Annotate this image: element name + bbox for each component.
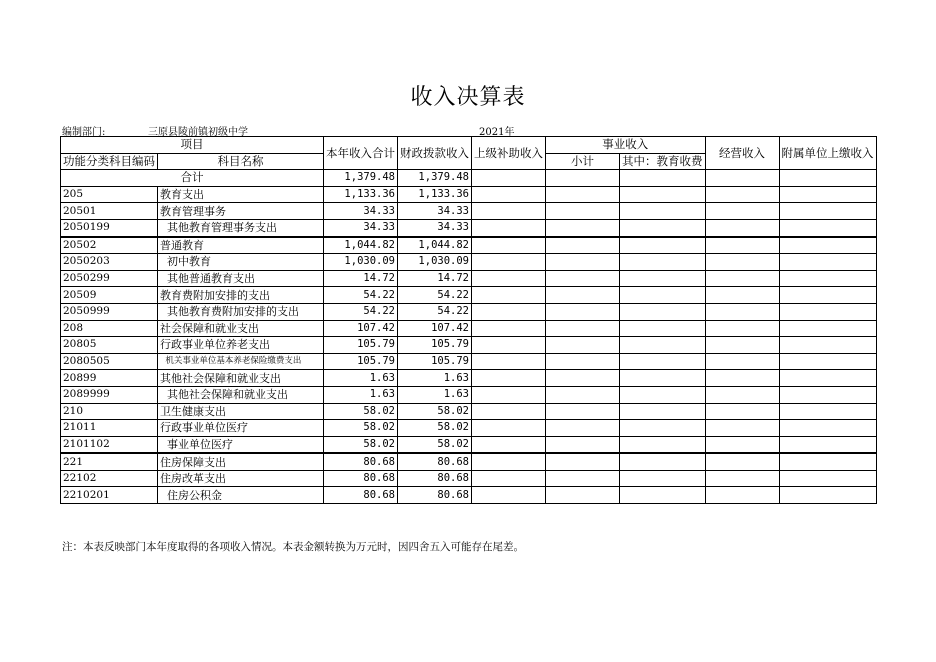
empty-cell [472,254,546,271]
row-fiscal: 105.79 [398,337,472,354]
empty-cell [546,186,620,203]
empty-cell [546,337,620,354]
row-fiscal: 1.63 [398,386,472,403]
empty-cell [779,219,876,236]
row-name: 普通教育 [158,237,324,254]
empty-cell [705,270,779,287]
empty-cell [620,270,706,287]
empty-cell [546,219,620,236]
row-name: 机关事业单位基本养老保险缴费支出 [158,353,324,370]
empty-cell [620,254,706,271]
empty-cell [546,203,620,220]
empty-cell [779,386,876,403]
empty-cell [705,386,779,403]
row-code: 2050203 [61,254,158,271]
empty-cell [472,287,546,304]
empty-cell [546,386,620,403]
empty-cell [546,237,620,254]
empty-cell [546,470,620,487]
empty-cell [620,320,706,337]
row-fiscal: 1,133.36 [398,186,472,203]
row-name: 行政事业单位医疗 [158,420,324,437]
empty-cell [705,487,779,504]
empty-cell [620,203,706,220]
empty-cell [779,403,876,420]
empty-cell [472,203,546,220]
table-row [61,370,877,387]
empty-cell [546,320,620,337]
row-fiscal: 58.02 [398,420,472,437]
empty-cell [779,353,876,370]
income-table [60,136,877,504]
row-fiscal: 1,044.82 [398,237,472,254]
empty-cell [779,237,876,254]
footnote: 注：本表反映部门本年度取得的各项收入情况。本表金额转换为万元时，因四舍五入可能存在尾差。 [62,541,524,553]
row-code: 21011 [61,420,158,437]
header-fiscal: 财政拨款收入 [398,137,472,170]
empty-cell [779,370,876,387]
empty-cell [779,203,876,220]
row-income: 58.02 [324,436,398,453]
empty-cell [546,303,620,320]
row-fiscal: 54.22 [398,303,472,320]
empty-cell [620,219,706,236]
empty-cell [472,353,546,370]
row-income: 80.68 [324,470,398,487]
empty-cell [779,254,876,271]
row-income: 105.79 [324,337,398,354]
empty-cell [779,186,876,203]
empty-cell [472,487,546,504]
table-row [61,470,877,487]
row-income: 80.68 [324,453,398,470]
header-item: 项目 [61,137,324,154]
header-row-1 [61,137,877,154]
row-fiscal: 58.02 [398,436,472,453]
empty-cell [472,453,546,470]
table-row [61,436,877,453]
empty-cell [546,436,620,453]
empty-cell [620,403,706,420]
empty-cell [779,287,876,304]
row-income: 34.33 [324,219,398,236]
row-code: 2050199 [61,219,158,236]
row-income: 58.02 [324,403,398,420]
row-code: 2050999 [61,303,158,320]
row-income: 1.63 [324,370,398,387]
empty-cell [546,487,620,504]
table-row [61,186,877,203]
table-row [61,270,877,287]
row-code: 208 [61,320,158,337]
row-income: 1,133.36 [324,186,398,203]
row-code: 2101102 [61,436,158,453]
row-name: 其他社会保障和就业支出 [158,386,324,403]
row-fiscal: 1,030.09 [398,254,472,271]
row-name: 其他教育费附加安排的支出 [158,303,324,320]
table-row [61,386,877,403]
row-name: 住房保障支出 [158,453,324,470]
empty-cell [779,436,876,453]
row-code: 20501 [61,203,158,220]
row-income: 105.79 [324,353,398,370]
row-code: 20805 [61,337,158,354]
empty-cell [620,186,706,203]
row-fiscal: 34.33 [398,203,472,220]
empty-cell [620,453,706,470]
row-name: 住房公积金 [158,487,324,504]
empty-cell [472,420,546,437]
row-code: 205 [61,186,158,203]
row-name: 卫生健康支出 [158,403,324,420]
row-income: 1,044.82 [324,237,398,254]
empty-cell [779,303,876,320]
table-row [61,287,877,304]
table-row [61,403,877,420]
table-row [61,337,877,354]
row-income: 58.02 [324,420,398,437]
total-label: 合计 [61,170,324,187]
empty-cell [779,337,876,354]
row-income: 14.72 [324,270,398,287]
row-fiscal: 34.33 [398,219,472,236]
row-income: 1.63 [324,386,398,403]
header-name: 科目名称 [158,153,324,170]
row-code: 20899 [61,370,158,387]
empty-cell [546,353,620,370]
empty-cell [779,487,876,504]
table-row [61,420,877,437]
empty-cell [779,320,876,337]
empty-cell [620,487,706,504]
row-fiscal: 54.22 [398,287,472,304]
row-name: 其他普通教育支出 [158,270,324,287]
empty-cell [705,337,779,354]
total-row [61,170,877,187]
row-income: 80.68 [324,487,398,504]
row-fiscal: 107.42 [398,320,472,337]
row-name: 教育管理事务 [158,203,324,220]
total-income: 1,379.48 [324,170,398,187]
row-name: 行政事业单位养老支出 [158,337,324,354]
header-subtotal: 小计 [546,153,620,170]
row-name: 初中教育 [158,254,324,271]
empty-cell [779,470,876,487]
empty-cell [620,386,706,403]
row-fiscal: 1.63 [398,370,472,387]
total-fiscal: 1,379.48 [398,170,472,187]
header-affiliated: 附属单位上缴收入 [779,137,876,170]
row-fiscal: 58.02 [398,403,472,420]
row-name: 其他社会保障和就业支出 [158,370,324,387]
empty-cell [779,270,876,287]
empty-cell [472,219,546,236]
empty-cell [705,436,779,453]
table-row [61,353,877,370]
empty-cell [779,453,876,470]
header-income: 本年收入合计 [324,137,398,170]
row-code: 2089999 [61,386,158,403]
row-code: 2210201 [61,487,158,504]
row-code: 2080505 [61,353,158,370]
empty-cell [620,436,706,453]
row-code: 20509 [61,287,158,304]
empty-cell [705,203,779,220]
row-income: 1,030.09 [324,254,398,271]
empty-cell [472,303,546,320]
header-subsidy: 上级补助收入 [472,137,546,170]
header-business: 经营收入 [705,137,779,170]
row-code: 22102 [61,470,158,487]
empty-cell [705,287,779,304]
row-fiscal: 14.72 [398,270,472,287]
empty-cell [705,219,779,236]
table-row [61,203,877,220]
empty-cell [705,254,779,271]
empty-cell [546,370,620,387]
empty-cell [620,287,706,304]
empty-cell [472,270,546,287]
empty-cell [546,453,620,470]
table-row [61,453,877,470]
empty-cell [546,270,620,287]
table-row [61,303,877,320]
empty-cell [472,386,546,403]
header-code: 功能分类科目编码 [61,153,158,170]
table-row [61,219,877,236]
row-fiscal: 105.79 [398,353,472,370]
empty-cell [620,420,706,437]
row-income: 54.22 [324,287,398,304]
row-code: 20502 [61,237,158,254]
empty-cell [546,254,620,271]
empty-cell [705,303,779,320]
dept-label: 编制部门: [62,127,106,138]
table-row [61,254,877,271]
dept-name: 三原县陵前镇初级中学 [148,127,248,138]
header-career: 事业收入 [546,137,706,154]
empty-cell [546,287,620,304]
empty-cell [546,403,620,420]
row-name: 教育支出 [158,186,324,203]
row-name: 事业单位医疗 [158,436,324,453]
empty-cell [705,186,779,203]
empty-cell [546,420,620,437]
table-row [61,237,877,254]
row-code: 221 [61,453,158,470]
empty-cell [620,370,706,387]
empty-cell [472,237,546,254]
empty-cell [472,337,546,354]
page-title: 收入决算表 [410,85,526,110]
empty-cell [620,303,706,320]
empty-cell [705,420,779,437]
empty-cell [472,186,546,203]
table-row [61,487,877,504]
empty-cell [620,237,706,254]
header-edu-fee: 其中：教育收费 [620,153,706,170]
row-name: 教育费附加安排的支出 [158,287,324,304]
report-year: 2021年 [479,127,515,138]
row-name: 社会保障和就业支出 [158,320,324,337]
empty-cell [705,353,779,370]
row-income: 54.22 [324,303,398,320]
empty-cell [705,403,779,420]
empty-cell [705,453,779,470]
empty-cell [705,370,779,387]
row-name: 其他教育管理事务支出 [158,219,324,236]
row-name: 住房改革支出 [158,470,324,487]
row-income: 107.42 [324,320,398,337]
empty-cell [472,436,546,453]
row-fiscal: 80.68 [398,470,472,487]
empty-cell [472,370,546,387]
empty-cell [620,337,706,354]
empty-cell [472,403,546,420]
row-fiscal: 80.68 [398,453,472,470]
empty-cell [620,353,706,370]
empty-cell [705,320,779,337]
empty-cell [779,420,876,437]
empty-cell [472,320,546,337]
row-code: 210 [61,403,158,420]
empty-cell [705,237,779,254]
table-row [61,320,877,337]
empty-cell [705,470,779,487]
row-code: 2050299 [61,270,158,287]
row-income: 34.33 [324,203,398,220]
empty-cell [620,470,706,487]
empty-cell [472,470,546,487]
row-fiscal: 80.68 [398,487,472,504]
